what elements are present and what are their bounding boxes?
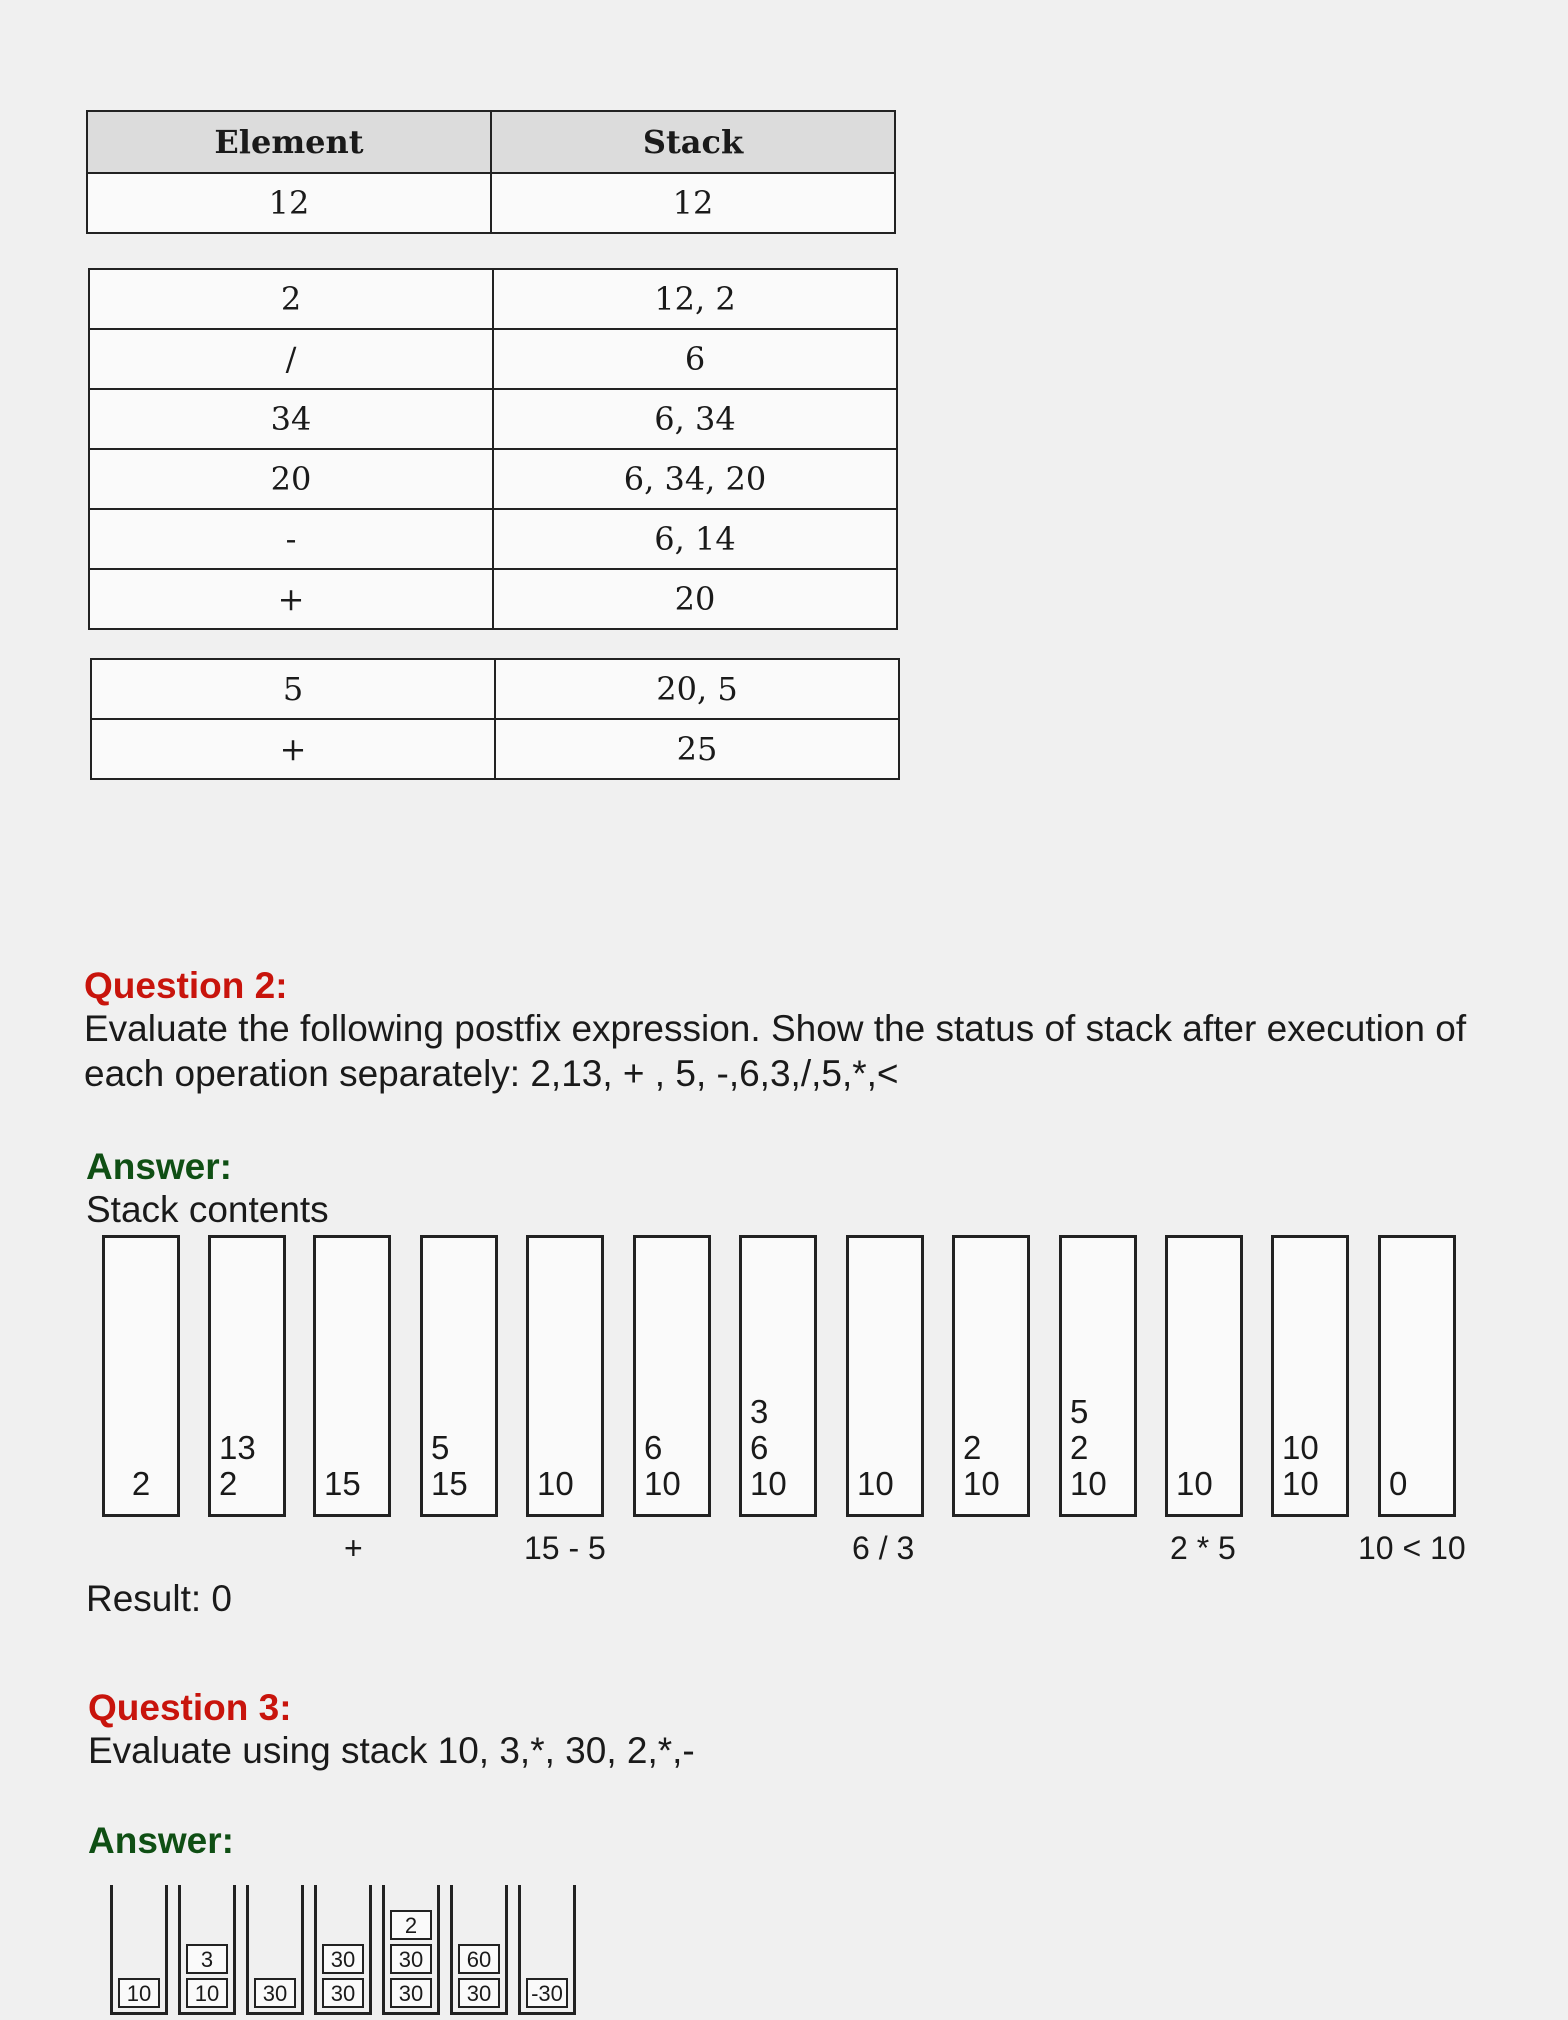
stack-value: 13	[219, 1429, 256, 1466]
stack-value: 10	[1070, 1465, 1107, 1502]
stack-box	[526, 1235, 604, 1517]
stack-value: 15	[431, 1465, 468, 1502]
stack-value: 6	[750, 1429, 769, 1466]
stack-value: 10	[644, 1465, 681, 1502]
answer-2-heading: Answer:	[86, 1146, 232, 1187]
stack-cell: 12	[491, 173, 895, 233]
table-row	[89, 509, 897, 569]
stack-box	[952, 1235, 1030, 1517]
stack-value: 2	[131, 1465, 151, 1502]
table-row	[91, 659, 899, 719]
evaluation-table-middle	[88, 268, 898, 630]
stack-cell: 6, 34	[493, 389, 897, 449]
mini-stack-value: 10	[186, 1978, 228, 2008]
question-2-text-line-2: each operation separately: 2,13, + , 5, -,6,3,/,5,*,<	[84, 1053, 899, 1094]
mini-stack-box	[246, 1885, 304, 2015]
stack-box	[208, 1235, 286, 1517]
mini-stack-value: 30	[322, 1978, 364, 2008]
evaluation-table-header	[86, 110, 896, 234]
stack-value: 3	[750, 1393, 769, 1430]
table-row	[89, 329, 897, 389]
operation-label: 2 * 5	[1170, 1530, 1236, 1566]
stack-value: 0	[1389, 1465, 1408, 1502]
stack-box	[1271, 1235, 1349, 1517]
question-2-text-line-1: Evaluate the following postfix expression. Show the status of stack after execution of	[84, 1008, 1467, 1049]
stack-box	[420, 1235, 498, 1517]
question-3-heading: Question 3:	[88, 1687, 292, 1728]
operation-label: +	[344, 1530, 363, 1566]
mini-stack-value: 60	[458, 1944, 500, 1974]
mini-stack-box	[314, 1885, 372, 2015]
table-row	[87, 173, 895, 233]
mini-stack-box	[110, 1885, 168, 2015]
stack-cell: 6	[493, 329, 897, 389]
stack-cell: 6, 14	[493, 509, 897, 569]
table-row	[91, 719, 899, 779]
stack-value: 10	[750, 1465, 787, 1502]
stack-value: 10	[857, 1465, 894, 1502]
stack-cell: 6, 34, 20	[493, 449, 897, 509]
stack-contents-caption: Stack contents	[86, 1189, 329, 1230]
mini-stack-value: -30	[526, 1978, 568, 2008]
column-header-element: Element	[87, 111, 491, 173]
stack-value: 10	[1282, 1465, 1319, 1502]
stack-value: 2	[1070, 1429, 1089, 1466]
mini-stack-box	[518, 1885, 576, 2015]
element-cell: 12	[87, 173, 491, 233]
stack-cell: 20, 5	[495, 659, 899, 719]
mini-stack-value: 2	[390, 1910, 432, 1940]
stack-value: 6	[644, 1429, 663, 1466]
element-cell: 20	[89, 449, 493, 509]
stack-box	[846, 1235, 924, 1517]
stack-box	[313, 1235, 391, 1517]
result-text: Result: 0	[86, 1578, 233, 1619]
stack-value: 10	[537, 1465, 574, 1502]
stack-value: 5	[1070, 1393, 1089, 1430]
stack-cell: 25	[495, 719, 899, 779]
stack-value: 2	[219, 1465, 238, 1502]
operation-label: 10 < 10	[1358, 1530, 1466, 1566]
mini-stack-value: 30	[390, 1978, 432, 2008]
mini-stack-value: 30	[458, 1978, 500, 2008]
element-cell: -	[89, 509, 493, 569]
mini-stack-value: 30	[390, 1944, 432, 1974]
question-2-heading: Question 2:	[84, 965, 288, 1006]
operation-label: 6 / 3	[852, 1530, 915, 1566]
table-row	[89, 269, 897, 329]
evaluation-table-bottom	[90, 658, 900, 780]
mini-stack-value: 30	[322, 1944, 364, 1974]
answer-3-heading: Answer:	[88, 1820, 234, 1861]
stack-cell: 12, 2	[493, 269, 897, 329]
mini-stack-value: 30	[254, 1978, 296, 2008]
stack-value: 10	[963, 1465, 1000, 1502]
stack-box	[1165, 1235, 1243, 1517]
table-row	[89, 449, 897, 509]
table-row	[89, 569, 897, 629]
mini-stack-value: 3	[186, 1944, 228, 1974]
element-cell: +	[91, 719, 495, 779]
stack-cell: 20	[493, 569, 897, 629]
stack-value: 10	[1282, 1429, 1319, 1466]
stack-value: 10	[1176, 1465, 1213, 1502]
stack-box	[1378, 1235, 1456, 1517]
stack-value: 15	[324, 1465, 361, 1502]
stack-box	[633, 1235, 711, 1517]
element-cell: 5	[91, 659, 495, 719]
mini-stack-box	[450, 1885, 508, 2015]
element-cell: 2	[89, 269, 493, 329]
column-header-stack: Stack	[491, 111, 895, 173]
element-cell: /	[89, 329, 493, 389]
mini-stack-box	[382, 1885, 440, 2015]
stack-box	[102, 1235, 180, 1517]
element-cell: 34	[89, 389, 493, 449]
table-row	[89, 389, 897, 449]
operation-label: 15 - 5	[524, 1530, 606, 1566]
stack-value: 5	[431, 1429, 450, 1466]
stack-value: 2	[963, 1429, 982, 1466]
stack-box	[739, 1235, 817, 1517]
mini-stack-box	[178, 1885, 236, 2015]
element-cell: +	[89, 569, 493, 629]
stack-box	[1059, 1235, 1137, 1517]
question-3-text: Evaluate using stack 10, 3,*, 30, 2,*,-	[88, 1730, 695, 1771]
mini-stack-value: 10	[118, 1978, 160, 2008]
